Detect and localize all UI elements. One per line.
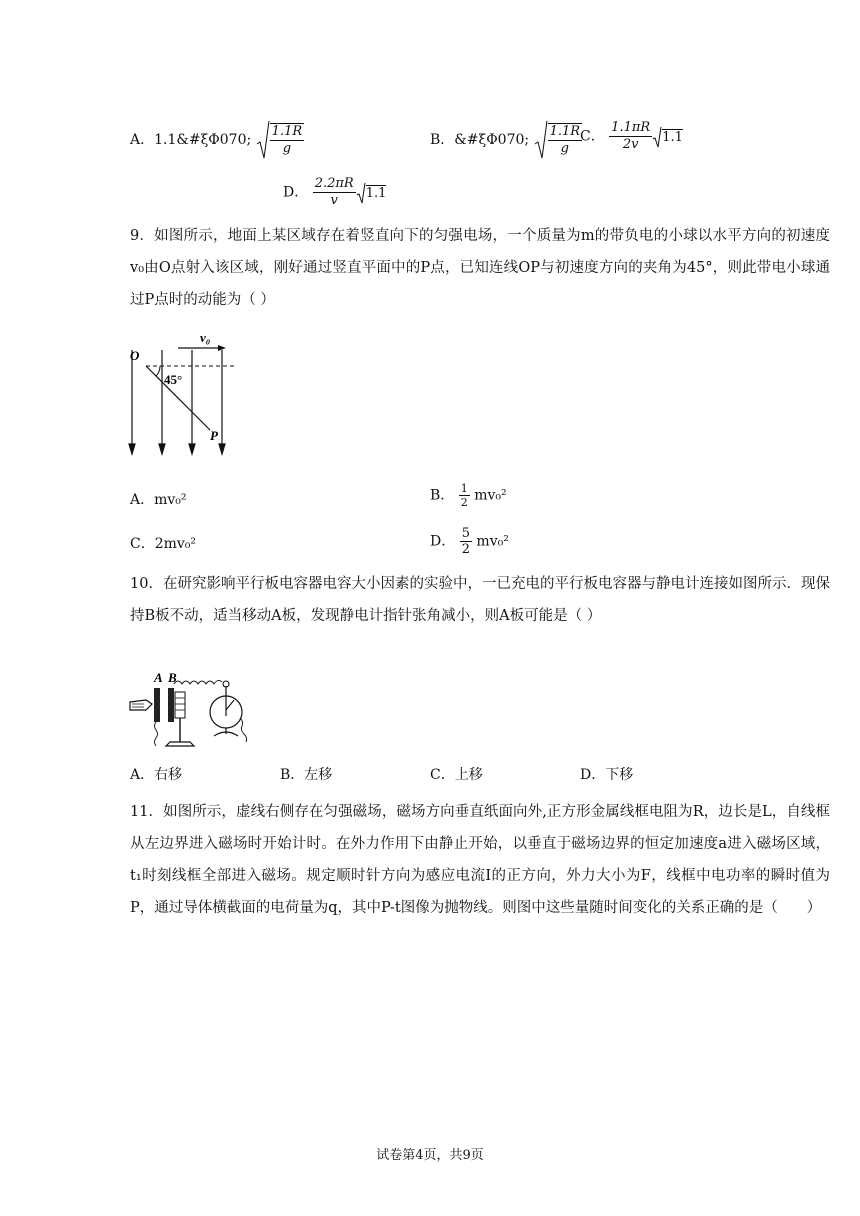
q8-option-c: C． $\frac{1.1\pi R}{2v}$ 1.1 <box>580 120 683 152</box>
radical-sign-icon <box>534 120 548 160</box>
q10-stem: 10．在研究影响平行板电容器电容大小因素的实验中，一已充电的平行板电容器与静电计连接如图所示．现保持B板不动，适当移动A板，发现静电计指针张角减小，则A板可能是（ ） <box>130 576 830 624</box>
q10-option-b: B．左移 <box>280 767 333 783</box>
radical-sign-icon <box>356 182 366 204</box>
page-footer: 试卷第4页，共9页 <box>376 1148 484 1163</box>
q10-capacitor-electrometer-figure <box>128 664 258 754</box>
label-plate-b: B <box>168 670 177 685</box>
q9-option-a: A．mv₀² <box>130 492 187 508</box>
label-plate-a: A <box>154 670 163 685</box>
q9-option-c: C．2mv₀² <box>130 536 197 552</box>
q10-option-c: C．上移 <box>430 767 483 783</box>
q8-option-b: B．&#ξΦ070; $\frac{1.1R}{g}$ <box>430 120 582 160</box>
q9-stem: 9．如图所示，地面上某区域存在着竖直向下的匀强电场，一个质量为m的带负电的小球以水平方向的初速度v₀由O点射入该区域，刚好通过竖直平面中的P点，已知连线OP与初速度方向的夹角为45°，则此带电小球通过P点时的动能为（ ） <box>130 228 830 308</box>
radical-sign-icon <box>256 120 270 160</box>
q10-option-a: A．右移 <box>130 767 183 783</box>
q10-option-d: D．下移 <box>580 767 634 783</box>
label-p: P <box>210 428 218 443</box>
q8-option-a: A．1.1&#ξΦ070; $\frac{1.1R}{g}$ <box>130 120 304 160</box>
q11-stem: 11．如图所示，虚线右侧存在匀强磁场，磁场方向垂直纸面向外,正方形金属线框电阻为R，边长是L，自线框从左边界进入磁场时开始计时。在外力作用下由静止开始，以垂直于磁场边界的恒定加速度a进入磁场区域，t₁时刻线框全部进入磁场。规定顺时针方向为感应电流I的正方向，外力大小为F，线框中电功率的瞬时值为P，通过导体横截面的电荷量为q，其中P-t图像为抛物线。则图中这些量随时间变化的关系正确的是（ ） <box>130 804 830 916</box>
q9-option-b: B． $\frac{1}{2}$ mv₀² <box>430 482 507 509</box>
q8-option-a-sqrt: $\frac{1.1R}{g}$ <box>256 120 304 160</box>
radical-sign-icon <box>652 126 662 148</box>
q9-option-d: D． $\frac{5}{2}$ mv₀² <box>430 526 509 557</box>
label-o: O <box>130 348 140 363</box>
q8-option-b-sqrt: $\frac{1.1R}{g}$ <box>534 120 582 160</box>
label-45-degree: 45° <box>164 372 183 387</box>
label-v0: v₀ <box>200 330 211 345</box>
q9-electric-field-figure <box>124 328 244 458</box>
q8-option-d: D． $\frac{2.2\pi R}{v}$ 1.1 <box>283 176 387 208</box>
